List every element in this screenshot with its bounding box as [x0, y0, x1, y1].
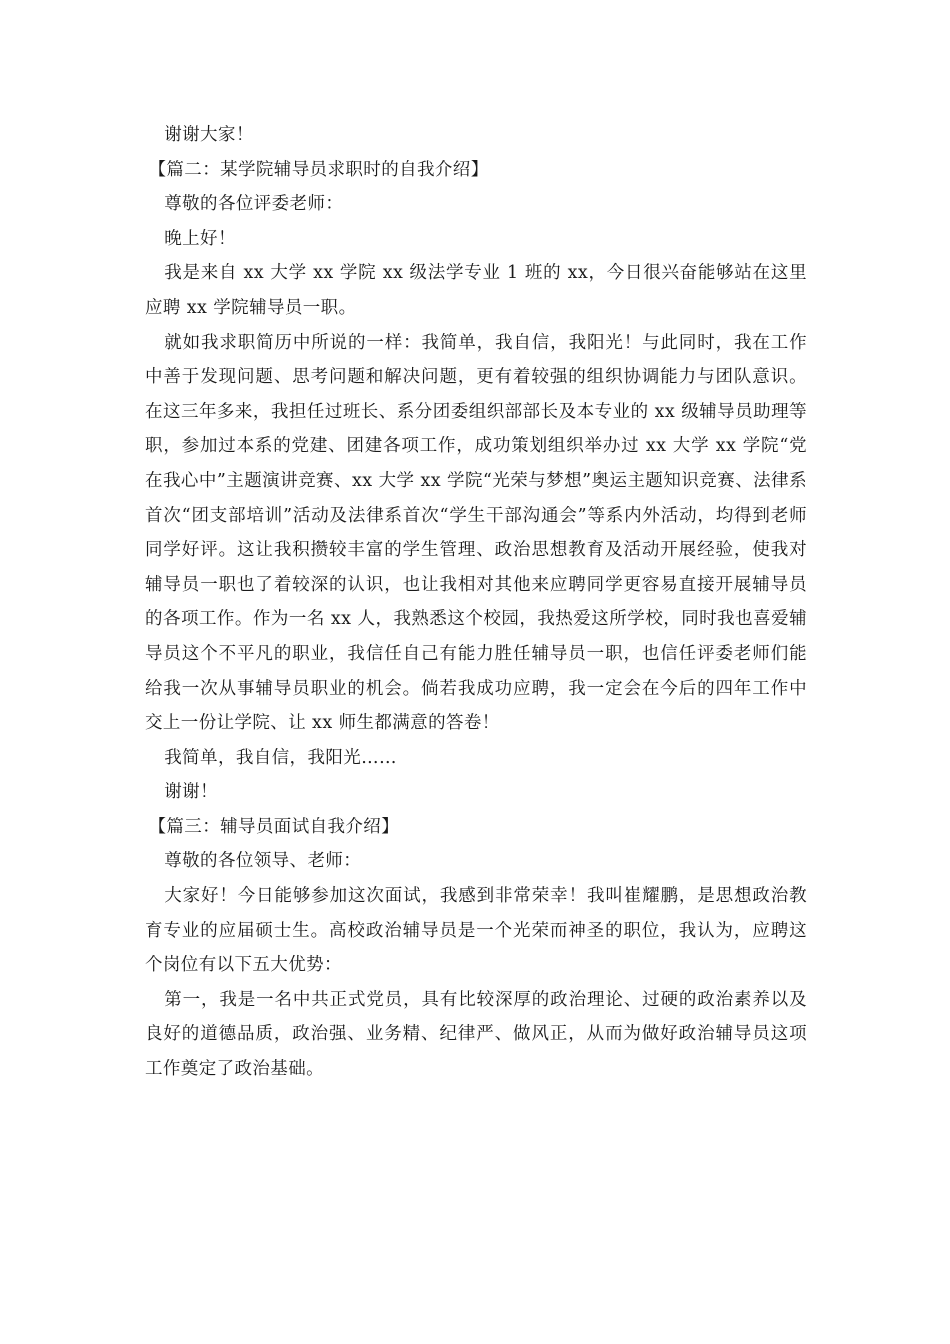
paragraph-motto: 我简单，我自信，我阳光…… — [164, 747, 397, 768]
paragraph-self-intro: 大家好！今日能够参加这次面试，我感到非常荣幸！我叫崔耀鹏，是思想政治教育专业的应届硕士生。高校政治辅导员是一个光荣而神圣的职位，我认为，应聘这个岗位有以下五大优势： — [145, 886, 807, 976]
section-heading-part-two: 【篇二：某学院辅导员求职时的自我介绍】 — [148, 159, 489, 180]
document-body — [145, 118, 807, 1087]
paragraph-intro: 我是来自 xx 大学 xx 学院 xx 级法学专业 1 班的 xx，今日很兴奋能够站在这里应聘 xx 学院辅导员一职。 — [145, 263, 807, 318]
paragraph-experience: 就如我求职简历中所说的一样：我简单，我自信，我阳光！与此同时，我在工作中善于发现问题、思考问题和解决问题，更有着较强的组织协调能力与团队意识。在这三年多来，我担任过班长、系分团委组织部部长及本专业的 xx 级辅导员助理等职，参加过本系的党建、团建各项工作，成功策划组织举办过 xx 大学 xx 学院“党在我心中”主题演讲竞赛、xx 大学 xx 学院“光荣与梦想”奥运主题知识竞赛、法律系首次“团支部培训”活动及法律系首次“学生干部沟通会”等系内外活动，均得到老师同学好评。这让我积攒较丰富的学生管理、政治思想教育及活动开展经验，使我对辅导员一职也了着较深的认识，也让我相对其他来应聘同学更容易直接开展辅导员的各项工作。作为一名 xx 人，我熟悉这个校园，我热爱这所学校，同时我也喜爱辅导员这个不平凡的职业，我信任自己有能力胜任辅导员一职，也信任评委老师们能给我一次从事辅导员职业的机会。倘若我成功应聘，我一定会在今后的四年工作中交上一份让学院、让 xx 师生都满意的答卷！ — [145, 332, 807, 734]
paragraph-advantage-one: 第一，我是一名中共正式党员，具有比较深厚的政治理论、过硬的政治素养以及良好的道德品质，政治强、业务精、纪律严、做风正，从而为做好政治辅导员这项工作奠定了政治基础。 — [145, 989, 807, 1080]
section-heading-part-three: 【篇三：辅导员面试自我介绍】 — [148, 816, 400, 837]
paragraph-salutation: 尊敬的各位评委老师： — [164, 194, 344, 215]
paragraph-closing-thanks: 谢谢大家！ — [164, 125, 254, 145]
paragraph-thanks: 谢谢！ — [164, 782, 218, 803]
paragraph-salutation-leaders: 尊敬的各位领导、老师： — [164, 851, 362, 872]
paragraph-greeting: 晚上好！ — [164, 228, 236, 249]
